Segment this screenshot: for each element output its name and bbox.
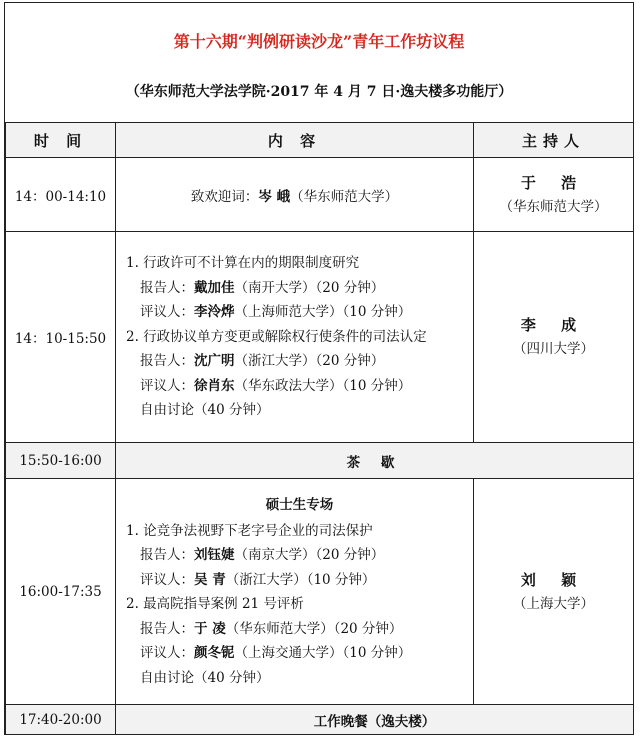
reviewer-line <box>126 300 473 325</box>
reviewer-info: （华东政法大学）（10 分钟） <box>234 377 412 394</box>
time-cell: 14：00-14:10 <box>6 158 116 232</box>
table-row <box>6 158 634 232</box>
document-title: 第十六期“判例研读沙龙”青年工作坊议程 <box>173 32 465 51</box>
host-org: （上海大学） <box>513 595 594 612</box>
reporter-line <box>126 617 473 642</box>
dinner-cell: 工作晚餐（逸夫楼） <box>116 705 634 735</box>
free-discussion: 自由讨论（40 分钟） <box>140 669 270 686</box>
reviewer-label: 评议人： <box>140 645 194 662</box>
reporter-label: 报告人： <box>140 620 194 637</box>
time-cell: 15:50-16:00 <box>6 443 116 479</box>
session-title: 硕士生专场 <box>265 496 334 513</box>
reviewer-name: 徐肖东 <box>194 377 235 394</box>
time-cell: 14：10-15:50 <box>6 232 116 443</box>
table-header-row <box>6 123 634 158</box>
table-row <box>6 479 634 705</box>
reviewer-label: 评议人： <box>140 377 194 394</box>
content-cell <box>116 232 474 443</box>
reporter-name: 刘钰婕 <box>194 547 235 564</box>
reporter-label: 报告人： <box>140 547 194 564</box>
content-cell <box>116 479 474 705</box>
tea-break-cell: 茶 歇 <box>116 443 634 479</box>
document-subtitle: （华东师范大学法学院·2017 年 4 月 7 日·逸夫楼多功能厅） <box>125 84 513 100</box>
reviewer-name: 颜冬铌 <box>194 645 235 662</box>
topic-title: 1. 行政许可不计算在内的期限制度研究 <box>126 255 360 272</box>
host-cell <box>474 479 634 705</box>
reporter-info: （南京大学）（20 分钟） <box>234 547 385 564</box>
topic-title: 2. 行政协议单方变更或解除权行使条件的司法认定 <box>126 328 427 345</box>
reviewer-name: 李泠烨 <box>194 304 235 321</box>
host-name: 于 浩 <box>520 173 587 192</box>
reporter-label: 报告人： <box>140 353 194 370</box>
agenda-table <box>5 122 634 735</box>
reviewer-name: 吴 青 <box>194 571 226 588</box>
header-time: 时 间 <box>6 123 116 158</box>
header-content: 内 容 <box>116 123 474 158</box>
free-discussion: 自由讨论（40 分钟） <box>140 402 270 419</box>
welcome-speaker: 岑 峨 <box>258 188 291 205</box>
topic-title: 1. 论竞争法视野下老字号企业的司法保护 <box>126 522 373 539</box>
reviewer-line <box>126 374 473 399</box>
reporter-info: （华东师范大学）（20 分钟） <box>225 620 403 637</box>
table-row <box>6 443 634 479</box>
host-name: 刘 颖 <box>520 570 587 589</box>
reviewer-line <box>126 568 473 593</box>
time-cell: 16:00-17:35 <box>6 479 116 705</box>
reporter-name: 于 凌 <box>194 620 226 637</box>
reporter-name: 沈广明 <box>194 353 235 370</box>
reviewer-info: （浙江大学）（10 分钟） <box>225 571 376 588</box>
host-org: （四川大学） <box>513 341 594 357</box>
topic-title: 2. 最高院指导案例 21 号评析 <box>126 596 304 613</box>
host-org: （华东师范大学） <box>499 198 608 215</box>
host-cell <box>474 232 634 443</box>
reporter-name: 戴加佳 <box>194 279 235 296</box>
time-cell: 17:40-20:00 <box>6 705 116 735</box>
reviewer-label: 评议人： <box>140 571 194 588</box>
reporter-label: 报告人： <box>140 279 194 296</box>
agenda-document <box>4 2 634 735</box>
content-cell <box>116 158 474 232</box>
reviewer-label: 评议人： <box>140 304 194 321</box>
header-host: 主持人 <box>474 123 634 158</box>
reporter-line <box>126 349 473 374</box>
reviewer-info: （上海交通大学）（10 分钟） <box>234 645 412 662</box>
reviewer-info: （上海师范大学）（10 分钟） <box>234 304 412 321</box>
reporter-line <box>126 543 473 568</box>
reporter-info: （南开大学）（20 分钟） <box>234 279 385 296</box>
welcome-label: 致欢迎词： <box>190 188 259 205</box>
table-row <box>6 232 634 443</box>
reporter-line <box>126 276 473 301</box>
reporter-info: （浙江大学）（20 分钟） <box>234 353 385 370</box>
reviewer-line <box>126 641 473 666</box>
table-row <box>6 705 634 735</box>
host-cell <box>474 158 634 232</box>
host-name: 李 成 <box>520 316 587 334</box>
welcome-org: （华东师范大学） <box>290 188 399 205</box>
